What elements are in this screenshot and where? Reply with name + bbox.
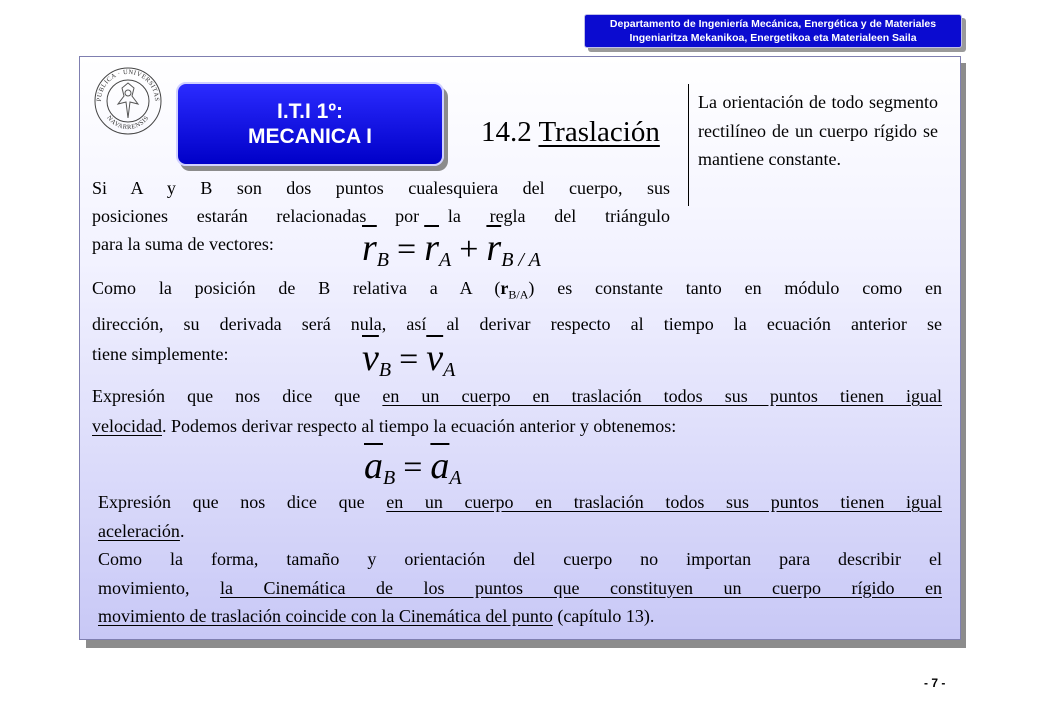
eq2-term1: $\overline{v}$: [426, 337, 444, 379]
p3-line-1-start: Expresión que nos dice que: [92, 386, 383, 406]
eq2-lhs-sub: B: [378, 359, 392, 381]
p3-line-1: [92, 382, 942, 412]
university-seal-icon: [93, 66, 163, 136]
equation-position: [362, 226, 541, 272]
paragraph-velocity: [92, 382, 942, 441]
p4-line-1-start: Expresión que nos dice que: [98, 492, 387, 512]
eq2-equals: =: [399, 341, 419, 378]
eq3-equals: =: [403, 449, 423, 486]
p4-line-1-underlined: en un cuerpo en traslación todos sus puntos tienen igual: [386, 492, 942, 512]
eq1-term1-sub: A: [439, 249, 452, 271]
eq3-lhs: $\overline{a}$: [364, 445, 383, 487]
p4-line-4-start: movimiento,: [98, 577, 221, 598]
p4-line-4: [98, 574, 942, 603]
eq1-plus: +: [459, 231, 479, 268]
p2-line-1-start: Como la posición de B relativa a A (: [92, 278, 501, 298]
section-title: [481, 116, 660, 149]
p2-line-1-end: ) es constante tanto en módulo como en: [528, 278, 942, 298]
paragraph-acceleration: [98, 488, 942, 631]
p2-vector-sub: B/A: [508, 287, 529, 302]
p4-line-2-end: .: [179, 520, 185, 541]
p1-line-1: Si A y B son dos puntos cualesquiera del cuerpo, sus: [92, 178, 670, 198]
p1-line-3: para la suma de vectores:: [92, 234, 274, 254]
section-name: Traslación: [538, 116, 660, 148]
p2-line-1: [92, 274, 942, 310]
p2-line-3: tiene simplemente:: [92, 343, 229, 364]
eq2-lhs: $\overline{v}$: [362, 337, 379, 379]
p4-line-5-underlined: movimiento de traslación coincide con la Cinemática del punto: [98, 606, 553, 626]
p4-line-3: Como la forma, tamaño y orientación del cuerpo no importan para describir el: [98, 549, 942, 569]
equation-velocity: [362, 336, 455, 382]
svg-text:PUBLICA · UNIVERSITAS: [96, 69, 160, 102]
p4-line-1: [98, 488, 942, 517]
eq1-lhs: $\overline{r}$: [362, 227, 377, 269]
eq1-equals: =: [397, 231, 417, 268]
eq1-term2: $\overline{r}$: [486, 227, 502, 269]
eq3-term1: $\overline{a}$: [430, 445, 450, 487]
p3-line-2-end: . Podemos derivar respecto al tiempo la ecuación anterior y obtenemos:: [161, 415, 677, 436]
department-banner: [584, 14, 962, 48]
p2-vector-r: r: [500, 278, 509, 298]
p4-line-4-underlined: la Cinemática de los puntos que constituyen un cuerpo rígido en: [220, 577, 942, 598]
course-badge: [176, 82, 444, 166]
department-line-es: Departamento de Ingeniería Mecánica, Energética y de Materiales: [609, 18, 937, 30]
seal-bottom-text: NAVARRENSIS: [105, 114, 151, 132]
p4-line-2-underlined: aceleración: [98, 520, 180, 541]
eq1-lhs-sub: B: [376, 249, 390, 271]
page-number: - 7 -: [924, 676, 946, 690]
paragraph-relative-position: [92, 274, 942, 369]
p4-line-5-end: (capítulo 13).: [552, 606, 655, 626]
eq2-term1-sub: A: [443, 359, 456, 381]
seal-top-text: PUBLICA · UNIVERSITAS: [95, 68, 161, 102]
eq1-term1: $\overline{r}$: [424, 227, 439, 269]
course-line-1: I.T.I 1º:: [276, 100, 343, 123]
eq3-lhs-sub: B: [383, 467, 396, 489]
p3-line-1-underlined: en un cuerpo en traslación todos sus puntos tienen igual: [382, 386, 942, 406]
department-line-eu: Ingeniaritza Mekanikoa, Energetikoa eta Materialeen Saila: [629, 32, 917, 44]
p4-line-2: [98, 517, 942, 546]
p2-line-2: dirección, su derivada será nula, así al derivar respecto al tiempo la ecuación anterior se: [92, 314, 942, 335]
p3-line-2: [92, 412, 942, 442]
p4-line-5: [98, 602, 942, 631]
note-divider: [688, 84, 689, 206]
eq1-term2-sub: B / A: [501, 249, 541, 271]
equation-acceleration: [364, 444, 462, 490]
p1-line-2: posiciones estarán relacionadas por la regla del triángulo: [92, 206, 670, 226]
side-note: La orientación de todo segmento rectilíneo de un cuerpo rígido se mantiene constante.: [698, 92, 938, 169]
course-line-2: MECANICA I: [247, 125, 373, 148]
p3-line-2-underlined: velocidad: [92, 415, 162, 436]
eq3-term1-sub: A: [449, 467, 462, 489]
section-number: 14.2: [481, 116, 532, 148]
